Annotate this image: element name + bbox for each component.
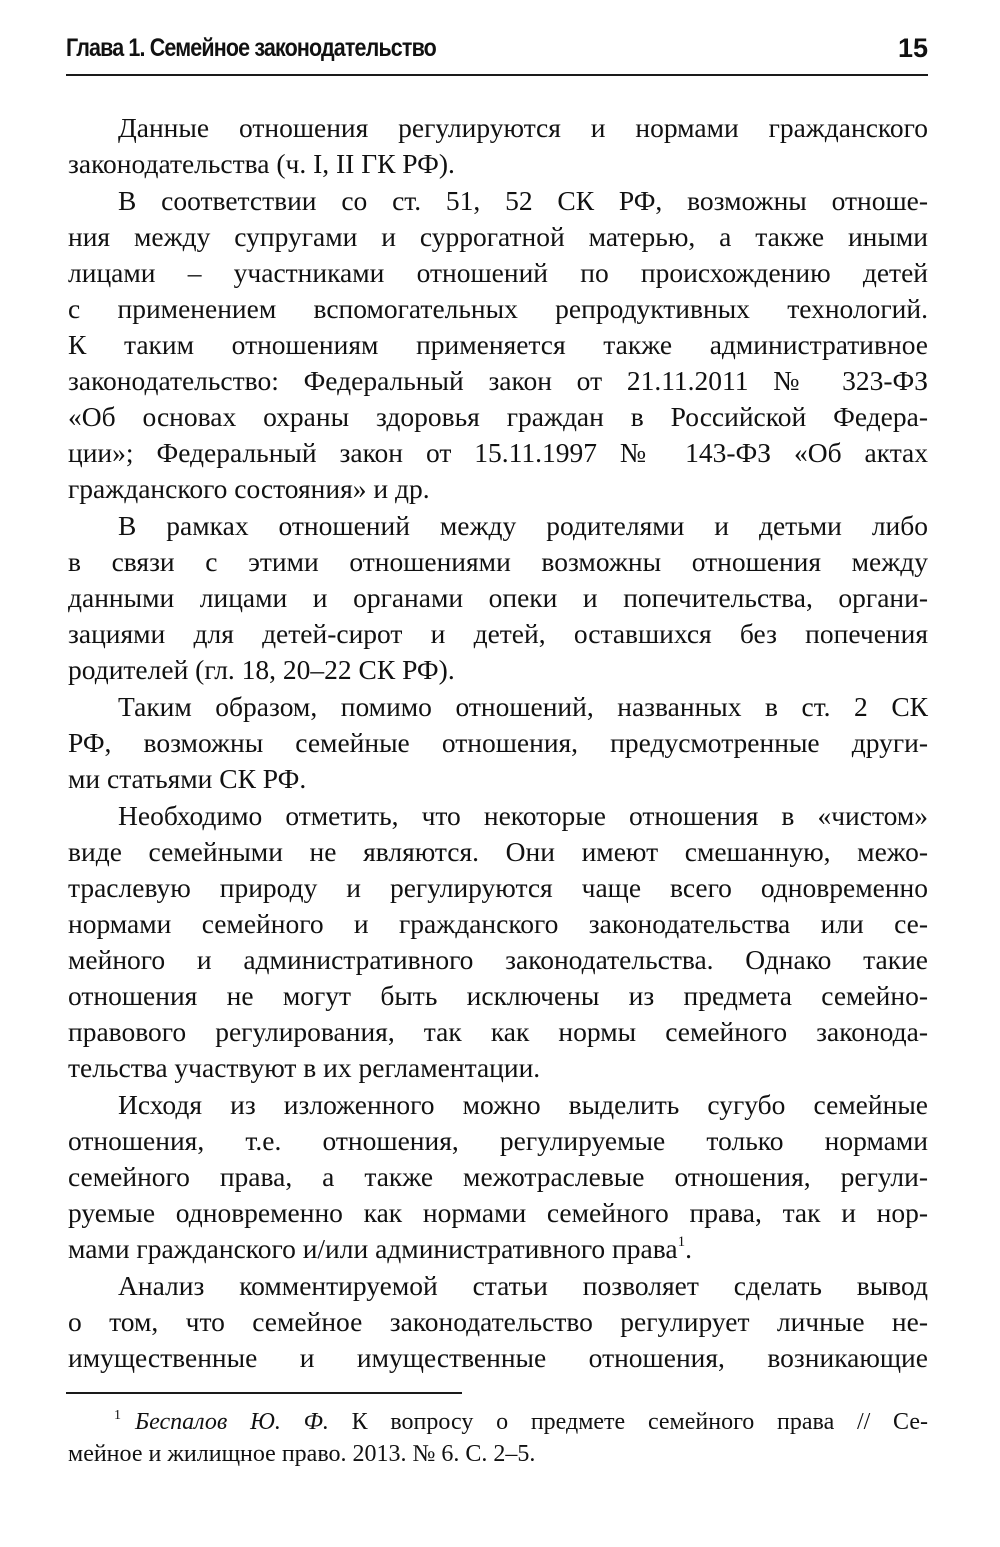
- text-line: ния между супругами и суррогатной матерью, а также иными: [68, 221, 928, 252]
- footnote-line: мейное и жилищное право. 2013. № 6. С. 2–5.: [68, 1441, 536, 1467]
- text-line: с применением вспомогательных репродуктивных технологий.: [68, 293, 928, 324]
- text-line: лицами – участниками отношений по происхождению детей: [68, 257, 928, 288]
- footnote-author: Беспалов Ю. Ф.: [135, 1409, 329, 1435]
- text-line: нормами семейного и гражданского законодательства или се-: [68, 908, 928, 939]
- text-line: В соответствии со ст. 51, 52 СК РФ, возможны отноше-: [118, 185, 928, 216]
- text-line-with-footnote: [68, 1231, 928, 1267]
- text-line: Необходимо отметить, что некоторые отношения в «чистом»: [118, 800, 928, 831]
- page-header: [66, 30, 928, 76]
- text-line: о том, что семейное законодательство регулирует личные не-: [68, 1306, 928, 1337]
- text-line: Данные отношения регулируются и нормами гражданского: [118, 112, 928, 143]
- main-text: [68, 110, 928, 1377]
- text-line: ми статьями СК РФ.: [68, 763, 307, 794]
- page-number: 15: [897, 33, 928, 63]
- footnotes: [68, 1406, 928, 1470]
- paragraph: [68, 508, 928, 688]
- text-line: правового регулирования, так как нормы семейного законода-: [68, 1016, 928, 1047]
- footnote-text: К вопросу о предмете семейного права // Се-: [328, 1409, 928, 1435]
- paragraph: [68, 1087, 928, 1267]
- text-line: зациями для детей-сирот и детей, оставшихся без попечения: [68, 618, 928, 649]
- text-line: В рамках отношений между родителями и детьми либо: [118, 510, 928, 541]
- text-line: Исходя из изложенного можно выделить сугубо семейные: [118, 1089, 928, 1120]
- text-line: Анализ комментируемой статьи позволяет сделать вывод: [118, 1270, 928, 1301]
- text-line: отношения, т.е. отношения, регулируемые только нормами: [68, 1125, 928, 1156]
- text-line: в связи с этими отношениями возможны отношения между: [68, 546, 928, 577]
- footnote-reference[interactable]: 1: [677, 1234, 686, 1250]
- text-fragment: .: [685, 1233, 692, 1264]
- text-line: гражданского состояния» и др.: [68, 473, 430, 504]
- footnote-marker: 1: [114, 1408, 121, 1423]
- text-line: К таким отношениям применяется также административное: [68, 329, 928, 360]
- text-line: РФ, возможны семейные отношения, предусмотренные други-: [68, 727, 928, 758]
- text-line: родителей (гл. 18, 20–22 СК РФ).: [68, 654, 455, 685]
- paragraph: [68, 183, 928, 507]
- paragraph: [68, 110, 928, 182]
- footnote-line: [68, 1406, 928, 1438]
- text-line: семейного права, а также межотраслевые отношения, регули-: [68, 1161, 928, 1192]
- text-line: Таким образом, помимо отношений, названных в ст. 2 СК: [118, 691, 928, 722]
- text-line: траслевую природу и регулируются чаще всего одновременно: [68, 872, 928, 903]
- text-line: отношения не могут быть исключены из предмета семейно-: [68, 980, 928, 1011]
- text-line: законодательства (ч. I, II ГК РФ).: [68, 148, 455, 179]
- text-fragment: мами гражданского и/или административного права: [68, 1233, 678, 1264]
- text-line: законодательство: Федеральный закон от 21.11.2011 № 323-ФЗ: [68, 365, 928, 396]
- text-line: «Об основах охраны здоровья граждан в Российской Федера-: [68, 401, 928, 432]
- paragraph: [68, 798, 928, 1086]
- text-line: виде семейными не являются. Они имеют смешанную, межо-: [68, 836, 928, 867]
- text-line: тельства участвуют в их регламентации.: [68, 1052, 541, 1083]
- text-line: руемые одновременно как нормами семейного права, так и нор-: [68, 1197, 928, 1228]
- text-line: ции»; Федеральный закон от 15.11.1997 № 143-ФЗ «Об актах: [68, 437, 928, 468]
- text-line: имущественные и имущественные отношения, возникающие: [68, 1342, 928, 1373]
- running-head: Глава 1. Семейное законодательство: [66, 34, 436, 62]
- paragraph: [68, 1268, 928, 1376]
- text-line: мейного и административного законодательства. Однако такие: [68, 944, 928, 975]
- footnote-divider: [66, 1392, 462, 1394]
- text-line: данными лицами и органами опеки и попечительства, органи-: [68, 582, 928, 613]
- paragraph: [68, 689, 928, 797]
